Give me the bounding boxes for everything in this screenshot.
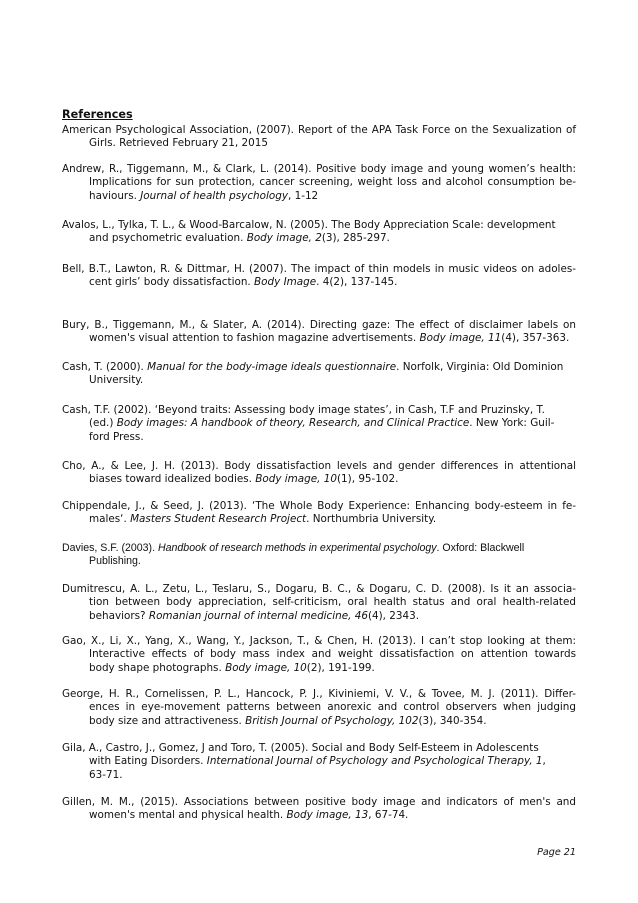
reference-entry: American Psychological Association, (2007). Report of the APA Task Force on the Sexualization of Girls. Retrieved February 21, 2015 xyxy=(62,124,576,150)
reference-entry: Gillen, M. M., (2015). Associations between positive body image and indicators of men's and women's mental and physical health. Body image, 13, 67-74. xyxy=(62,796,576,822)
reference-entry: Gao, X., Li, X., Yang, X., Wang, Y., Jackson, T., & Chen, H. (2013). I can’t stop looking at them: Interactive effects of body mass index and weight dissatisfaction on attention towards body shape photographs. Body image, 10(2), 191-199. xyxy=(62,635,576,674)
reference-entry: Avalos, L., Tylka, T. L., & Wood-Barcalow, N. (2005). The Body Appreciation Scale: development and psychometric evaluation. Body image, 2(3), 285-297. xyxy=(62,219,556,245)
references-heading: References xyxy=(62,108,133,121)
reference-entry: Bell, B.T., Lawton, R. & Dittmar, H. (2007). The impact of thin models in music videos on adoles- cent girls’ body dissatisfaction. Body Image. 4(2), 137-145. xyxy=(62,263,576,289)
reference-entry: Andrew, R., Tiggemann, M., & Clark, L. (2014). Positive body image and young women’s health: Implications for sun protection, cancer screening, weight loss and alcohol consumption be- haviours. Journal of health psychology, 1-12 xyxy=(62,163,576,202)
reference-entry: Davies, S.F. (2003). Handbook of research methods in experimental psychology. Oxford: Blackwell Publishing. xyxy=(62,542,525,568)
reference-entry: Chippendale, J., & Seed, J. (2013). ‘The Whole Body Experience: Enhancing body-esteem in fe- males‘. Masters Student Research Project. Northumbria University. xyxy=(62,500,576,526)
reference-entry: George, H. R., Cornelissen, P. L., Hancock, P. J., Kiviniemi, V. V., & Tovee, M. J. (2011). Differ- ences in eye-movement patterns between anorexic and control observers when judging body size and attractiveness. British Journal of Psychology, 102(3), 340-354. xyxy=(62,688,576,727)
page-number: Page 21 xyxy=(537,847,576,858)
reference-entry: Bury, B., Tiggemann, M., & Slater, A. (2014). Directing gaze: The effect of disclaimer labels on women's visual attention to fashion magazine advertisements. Body image, 11(4), 357-363. xyxy=(62,319,576,345)
reference-entry: Cash, T.F. (2002). ‘Beyond traits: Assessing body image states’, in Cash, T.F and Pruzinsky, T. (ed.) Body images: A handbook of theory, Research, and Clinical Practice. New York: Guil- ford Press. xyxy=(62,404,555,443)
reference-entry: Dumitrescu, A. L., Zetu, L., Teslaru, S., Dogaru, B. C., & Dogaru, C. D. (2008). Is it an associa- tion between body appreciation, self-criticism, oral health status and oral health-related behaviors? Romanian journal of internal medicine, 46(4), 2343. xyxy=(62,583,576,622)
reference-entry: Gila, A., Castro, J., Gomez, J and Toro, T. (2005). Social and Body Self-Esteem in Adolescents with Eating Disorders. International Journal of Psychology and Psychological Therapy, 1, 63-71. xyxy=(62,742,546,781)
reference-entry: Cho, A., & Lee, J. H. (2013). Body dissatisfaction levels and gender differences in attentional biases toward idealized bodies. Body image, 10(1), 95-102. xyxy=(62,460,576,486)
reference-entry: Cash, T. (2000). Manual for the body-image ideals questionnaire. Norfolk, Virginia: Old Dominion University. xyxy=(62,361,564,387)
